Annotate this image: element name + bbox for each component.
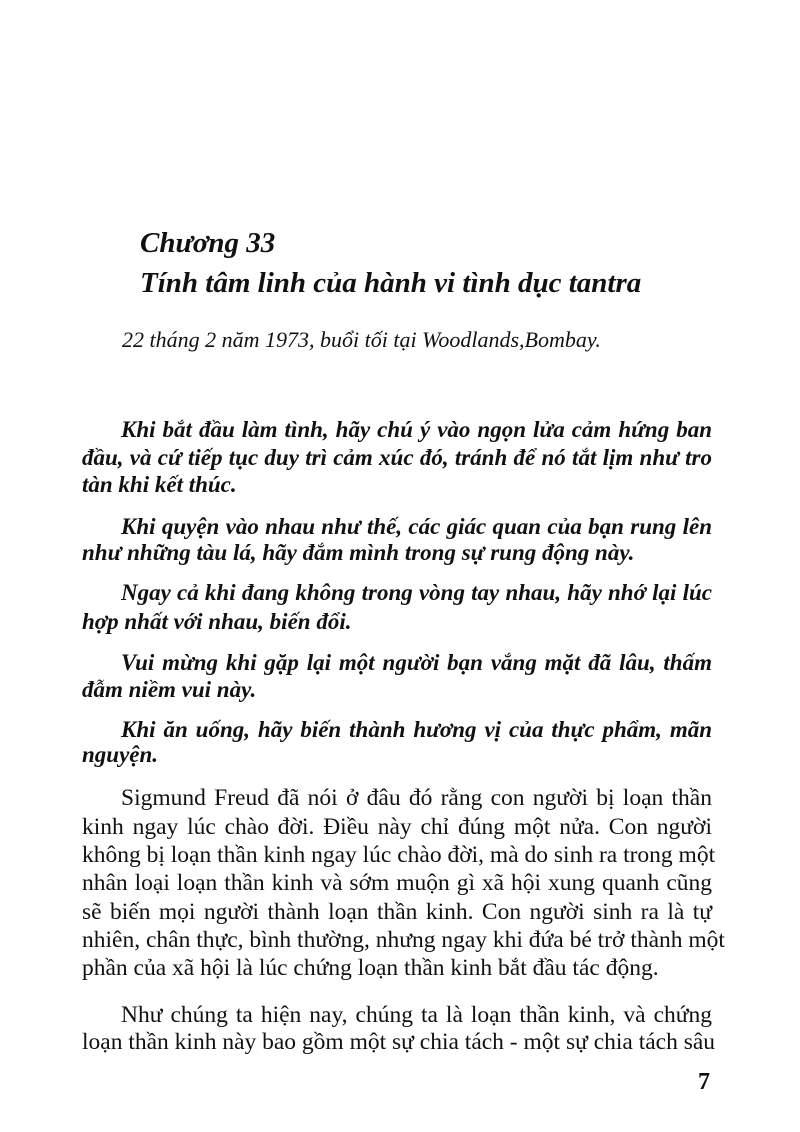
- text-line: sẽ biến mọi người thành loạn thần kinh. Con người sinh ra là tự: [82, 899, 712, 925]
- text-line: loạn thần kinh này bao gồm một sự chia tách - một sự chia tách sâu: [82, 1029, 716, 1055]
- text-line: nhân loại loạn thần kinh và sớm muộn gì xã hội xung quanh cũng: [82, 870, 712, 896]
- text-line: Như chúng ta hiện nay, chúng ta là loạn thần kinh, và chứng: [121, 1002, 712, 1028]
- chapter-label: Chương 33: [140, 227, 276, 259]
- text-line: đẫm niềm vui này.: [82, 677, 257, 702]
- text-line: Khi quyện vào nhau như thế, các giác quan của bạn rung lên: [121, 514, 712, 539]
- text-line: Khi bắt đầu làm tình, hãy chú ý vào ngọn lửa cảm hứng ban: [121, 417, 712, 442]
- text-line: phần của xã hội là lúc chứng loạn thần kinh bắt đầu tác động.: [82, 955, 659, 981]
- chapter-date: 22 tháng 2 năm 1973, buổi tối tại Woodlands,Bombay.: [122, 327, 601, 352]
- text-line: kinh ngay lúc chào đời. Điều này chỉ đúng một nửa. Con người: [82, 814, 712, 840]
- text-line: Sigmund Freud đã nói ở đâu đó rằng con người bị loạn thần: [121, 785, 712, 811]
- text-line: nguyện.: [82, 742, 159, 767]
- text-line: tàn khi kết thúc.: [82, 472, 237, 497]
- chapter-title: Tính tâm linh của hành vi tình dục tantra: [140, 267, 642, 299]
- text-line: không bị loạn thần kinh ngay lúc chào đời, mà do sinh ra trong một: [82, 842, 716, 868]
- text-line: Khi ăn uống, hãy biến thành hương vị của thực phẩm, mãn: [121, 717, 712, 742]
- text-line: Ngay cả khi đang không trong vòng tay nhau, hãy nhớ lại lúc: [121, 580, 712, 605]
- text-line: nhiên, chân thực, bình thường, nhưng ngay khi đứa bé trở thành một: [82, 927, 725, 953]
- page-number: 7: [698, 1069, 710, 1095]
- text-line: hợp nhất với nhau, biến đổi.: [82, 609, 352, 634]
- text-line: đầu, và cứ tiếp tục duy trì cảm xúc đó, tránh để nó tắt lịm như tro: [82, 445, 712, 470]
- text-line: Vui mừng khi gặp lại một người bạn vắng mặt đã lâu, thấm: [121, 650, 712, 675]
- text-line: như những tàu lá, hãy đắm mình trong sự rung động này.: [82, 540, 635, 565]
